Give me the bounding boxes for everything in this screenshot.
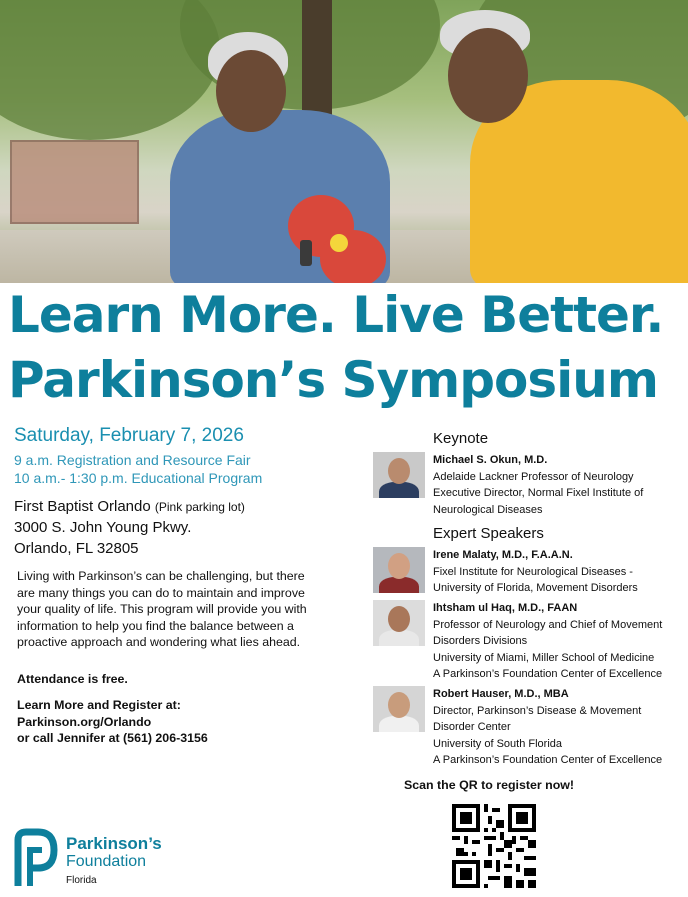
register-line1: Learn More and Register at:	[17, 698, 181, 712]
background-court	[10, 140, 139, 224]
man-figure	[410, 10, 688, 283]
register-url[interactable]: Parkinson.org/Orlando	[17, 714, 152, 729]
keynote-heading: Keynote	[433, 430, 489, 447]
register-phone[interactable]: or call Jennifer at (561) 206-3156	[17, 731, 208, 745]
logo-region: Florida	[66, 875, 97, 886]
parkinsons-foundation-logo	[12, 828, 172, 890]
speaker-photo	[373, 452, 425, 498]
venue	[14, 497, 314, 517]
venue-note: (Pink parking lot)	[154, 500, 245, 514]
time-program: 10 a.m.- 1:30 p.m. Educational Program	[14, 470, 263, 486]
event-times	[14, 451, 314, 487]
ping-pong-ball	[330, 234, 348, 252]
speaker-detail: University of South Florida	[433, 737, 562, 750]
speaker-photo	[373, 547, 425, 593]
speaker-photo	[373, 686, 425, 732]
attendance-note: Attendance is free.	[17, 672, 128, 686]
speaker-detail: A Parkinson’s Foundation Center of Excellence	[433, 668, 663, 680]
speaker-detail: Director, Parkinson’s Disease & Movement	[433, 704, 642, 717]
address-line2: Orlando, FL 32805	[14, 540, 139, 557]
logo-name-line1: Parkinson’s	[66, 834, 162, 853]
venue-name: First Baptist Orlando	[14, 498, 151, 515]
intro-paragraph: Living with Parkinson’s can be challenging, but there are many things you can do to maintain and improve your quality of life. This program will provide you with information to help you find the balance between a proactive approach and wondering what lies ahead.	[17, 569, 307, 649]
paddle	[320, 230, 386, 283]
headline-line1: Learn More. Live Better.	[8, 286, 664, 344]
event-date: Saturday, February 7, 2026	[14, 425, 244, 446]
speaker-detail: Neurological Diseases	[433, 503, 543, 516]
paddle-handle	[300, 240, 312, 266]
speaker-detail: University of Florida, Movement Disorders	[433, 582, 638, 594]
speaker-detail: Professor of Neurology and Chief of Movement	[433, 618, 663, 631]
speaker-detail: Executive Director, Normal Fixel Institute of	[433, 487, 644, 499]
speaker-detail: Disorders Divisions	[433, 635, 528, 647]
hero-photo	[0, 0, 688, 283]
qr-code-icon[interactable]	[452, 804, 536, 888]
speaker-detail: Adelaide Lackner Professor of Neurology	[433, 470, 634, 483]
foundation-mark-icon	[12, 828, 58, 888]
speaker-detail: Fixel Institute for Neurological Diseases -	[433, 565, 633, 578]
speaker-detail: Disorder Center	[433, 721, 511, 733]
speaker-name: Ihtsham ul Haq, M.D., FAAN	[433, 602, 578, 614]
speaker-name: Michael S. Okun, M.D.	[433, 454, 548, 466]
speaker-name: Irene Malaty, M.D., F.A.A.N.	[433, 549, 573, 561]
speaker-name: Robert Hauser, M.D., MBA	[433, 688, 569, 700]
register-info	[17, 697, 208, 747]
headline-line2: Parkinson’s Symposium	[8, 351, 658, 409]
event-details	[14, 425, 314, 559]
address-line1: 3000 S. John Young Pkwy.	[14, 519, 192, 536]
speaker-photo	[373, 600, 425, 646]
time-registration: 9 a.m. Registration and Resource Fair	[14, 452, 251, 468]
speaker-detail: University of Miami, Miller School of Medicine	[433, 651, 655, 664]
experts-heading: Expert Speakers	[433, 525, 544, 542]
logo-name-line2: Foundation	[66, 853, 147, 870]
qr-caption: Scan the QR to register now!	[404, 778, 575, 792]
speaker-detail: A Parkinson’s Foundation Center of Excellence	[433, 754, 663, 766]
